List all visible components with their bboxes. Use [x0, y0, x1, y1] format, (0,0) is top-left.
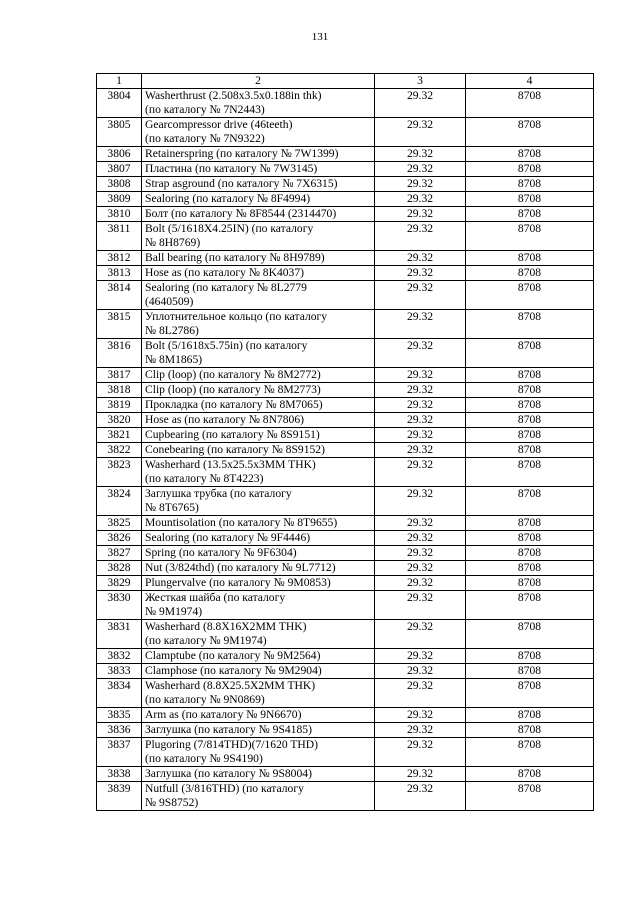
rate-value: 29.32 — [375, 413, 466, 428]
table-row — [97, 620, 594, 649]
description-line: № 9S8752) — [145, 796, 199, 809]
table-row — [97, 398, 594, 413]
table-row — [97, 413, 594, 428]
description-line: Nut (3/824thd) (по каталогу № 9L7712) — [145, 561, 336, 574]
item-description — [142, 576, 375, 591]
row-number: 3829 — [97, 576, 142, 591]
rate-value: 29.32 — [375, 118, 466, 147]
item-description — [142, 428, 375, 443]
description-line: Washerhard (8.8X16X2MM THK) — [145, 620, 307, 633]
description-line: Nutfull (3/816THD) (по каталогу — [145, 782, 304, 795]
row-number: 3824 — [97, 487, 142, 516]
table-row — [97, 207, 594, 222]
header-col-1: 1 — [97, 74, 142, 89]
table-row — [97, 281, 594, 310]
table-row — [97, 177, 594, 192]
description-line: Spring (по каталогу № 9F6304) — [145, 546, 297, 559]
table-row — [97, 222, 594, 251]
description-line: № 8T6765) — [145, 501, 199, 514]
description-line: Plugoring (7/814THD)(7/1620 THD) — [145, 738, 319, 751]
description-line: Hose as (по каталогу № 8N7806) — [145, 413, 305, 426]
table-row — [97, 738, 594, 767]
description-line: Уплотнительное кольцо (по каталогу — [145, 310, 328, 323]
table-row — [97, 546, 594, 561]
table-row — [97, 192, 594, 207]
header-col-4: 4 — [466, 74, 594, 89]
table-row — [97, 649, 594, 664]
rate-value: 29.32 — [375, 310, 466, 339]
rate-value: 29.32 — [375, 458, 466, 487]
row-number: 3813 — [97, 266, 142, 281]
item-description — [142, 177, 375, 192]
description-line: Retainerspring (по каталогу № 7W1399) — [145, 147, 339, 160]
item-description — [142, 516, 375, 531]
table-row — [97, 708, 594, 723]
rate-value: 29.32 — [375, 177, 466, 192]
description-line: № 9M1974) — [145, 605, 203, 618]
rate-value: 29.32 — [375, 531, 466, 546]
item-description — [142, 118, 375, 147]
row-number: 3809 — [97, 192, 142, 207]
code-value: 8708 — [466, 516, 594, 531]
description-line: Washerhard (13.5x25.5x3MM THK) — [145, 458, 316, 471]
row-number: 3825 — [97, 516, 142, 531]
code-value: 8708 — [466, 767, 594, 782]
description-line: Clip (loop) (по каталогу № 8M2773) — [145, 383, 321, 396]
item-description — [142, 679, 375, 708]
row-number: 3819 — [97, 398, 142, 413]
description-line: Washerhard (8.8X25.5X2MM THK) — [145, 679, 316, 692]
description-line: (по каталогу № 8T4223) — [145, 472, 264, 485]
table-row — [97, 767, 594, 782]
item-description — [142, 531, 375, 546]
description-line: Прокладка (по каталогу № 8M7065) — [145, 398, 323, 411]
row-number: 3808 — [97, 177, 142, 192]
description-line: Washerthrust (2.508x3.5x0.188in thk) — [145, 89, 322, 102]
item-description — [142, 443, 375, 458]
table-row — [97, 383, 594, 398]
description-line: Clamphose (по каталогу № 9M2904) — [145, 664, 322, 677]
row-number: 3838 — [97, 767, 142, 782]
code-value: 8708 — [466, 162, 594, 177]
rate-value: 29.32 — [375, 368, 466, 383]
row-number: 3815 — [97, 310, 142, 339]
row-number: 3839 — [97, 782, 142, 811]
description-line: Cupbearing (по каталогу № 8S9151) — [145, 428, 320, 441]
table-row — [97, 266, 594, 281]
row-number: 3807 — [97, 162, 142, 177]
rate-value: 29.32 — [375, 251, 466, 266]
description-line: Жесткая шайба (по каталогу — [145, 591, 286, 604]
description-line: (по каталогу № 9M1974) — [145, 634, 267, 647]
rate-value: 29.32 — [375, 767, 466, 782]
item-description — [142, 708, 375, 723]
description-line: Болт (по каталогу № 8F8544 (2314470) — [145, 207, 337, 220]
row-number: 3811 — [97, 222, 142, 251]
description-line: Заглушка (по каталогу № 9S8004) — [145, 767, 312, 780]
item-description — [142, 281, 375, 310]
table-row — [97, 368, 594, 383]
header-col-2: 2 — [142, 74, 375, 89]
rate-value: 29.32 — [375, 443, 466, 458]
table-row — [97, 516, 594, 531]
code-value: 8708 — [466, 531, 594, 546]
rate-value: 29.32 — [375, 147, 466, 162]
code-value: 8708 — [466, 576, 594, 591]
description-line: Заглушка (по каталогу № 9S4185) — [145, 723, 312, 736]
rate-value: 29.32 — [375, 487, 466, 516]
description-line: № 8M1865) — [145, 353, 203, 366]
rate-value: 29.32 — [375, 708, 466, 723]
rate-value: 29.32 — [375, 679, 466, 708]
item-description — [142, 782, 375, 811]
description-line: Sealoring (по каталогу № 8F4994) — [145, 192, 311, 205]
code-value: 8708 — [466, 664, 594, 679]
description-line: Пластина (по каталогу № 7W3145) — [145, 162, 318, 175]
rate-value: 29.32 — [375, 591, 466, 620]
row-number: 3827 — [97, 546, 142, 561]
item-description — [142, 192, 375, 207]
code-value: 8708 — [466, 413, 594, 428]
description-line: Hose as (по каталогу № 8K4037) — [145, 266, 305, 279]
description-line: Mountisolation (по каталогу № 8T9655) — [145, 516, 338, 529]
row-number: 3804 — [97, 89, 142, 118]
rate-value: 29.32 — [375, 383, 466, 398]
item-description — [142, 620, 375, 649]
row-number: 3812 — [97, 251, 142, 266]
row-number: 3837 — [97, 738, 142, 767]
table-row — [97, 723, 594, 738]
row-number: 3835 — [97, 708, 142, 723]
rate-value: 29.32 — [375, 723, 466, 738]
table-row — [97, 251, 594, 266]
rate-value: 29.32 — [375, 516, 466, 531]
code-value: 8708 — [466, 281, 594, 310]
item-description — [142, 368, 375, 383]
item-description — [142, 649, 375, 664]
row-number: 3821 — [97, 428, 142, 443]
row-number: 3823 — [97, 458, 142, 487]
description-line: (по каталогу № 7N9322) — [145, 132, 265, 145]
item-description — [142, 546, 375, 561]
rate-value: 29.32 — [375, 207, 466, 222]
code-value: 8708 — [466, 207, 594, 222]
code-value: 8708 — [466, 487, 594, 516]
item-description — [142, 266, 375, 281]
item-description — [142, 738, 375, 767]
code-value: 8708 — [466, 458, 594, 487]
code-value: 8708 — [466, 89, 594, 118]
code-value: 8708 — [466, 222, 594, 251]
table-row — [97, 162, 594, 177]
description-line: № 8H8769) — [145, 236, 201, 249]
description-line: Arm as (по каталогу № 9N6670) — [145, 708, 302, 721]
item-description — [142, 310, 375, 339]
rate-value: 29.32 — [375, 664, 466, 679]
description-line: Bolt (5/1618x5.75in) (по каталогу — [145, 339, 308, 352]
table-row — [97, 531, 594, 546]
row-number: 3832 — [97, 649, 142, 664]
table-row — [97, 664, 594, 679]
table-row — [97, 89, 594, 118]
row-number: 3820 — [97, 413, 142, 428]
table-row — [97, 591, 594, 620]
code-value: 8708 — [466, 546, 594, 561]
code-value: 8708 — [466, 398, 594, 413]
description-line: Bolt (5/1618X4.25IN) (по каталогу — [145, 222, 314, 235]
table-row — [97, 118, 594, 147]
code-value: 8708 — [466, 782, 594, 811]
rate-value: 29.32 — [375, 222, 466, 251]
code-value: 8708 — [466, 118, 594, 147]
code-value: 8708 — [466, 177, 594, 192]
table-row — [97, 428, 594, 443]
item-description — [142, 413, 375, 428]
description-line: Ball bearing (по каталогу № 8H9789) — [145, 251, 325, 264]
rate-value: 29.32 — [375, 738, 466, 767]
row-number: 3818 — [97, 383, 142, 398]
item-description — [142, 767, 375, 782]
code-value: 8708 — [466, 368, 594, 383]
rate-value: 29.32 — [375, 649, 466, 664]
item-description — [142, 487, 375, 516]
item-description — [142, 664, 375, 679]
code-value: 8708 — [466, 266, 594, 281]
item-description — [142, 147, 375, 162]
code-value: 8708 — [466, 708, 594, 723]
tariff-table — [96, 73, 594, 811]
header-col-3: 3 — [375, 74, 466, 89]
table-row — [97, 782, 594, 811]
rate-value: 29.32 — [375, 546, 466, 561]
rate-value: 29.32 — [375, 339, 466, 368]
code-value: 8708 — [466, 679, 594, 708]
description-line: (по каталогу № 9N0869) — [145, 693, 265, 706]
code-value: 8708 — [466, 591, 594, 620]
row-number: 3834 — [97, 679, 142, 708]
rate-value: 29.32 — [375, 782, 466, 811]
row-number: 3806 — [97, 147, 142, 162]
row-number: 3805 — [97, 118, 142, 147]
row-number: 3822 — [97, 443, 142, 458]
code-value: 8708 — [466, 620, 594, 649]
code-value: 8708 — [466, 561, 594, 576]
table-row — [97, 458, 594, 487]
rate-value: 29.32 — [375, 428, 466, 443]
code-value: 8708 — [466, 649, 594, 664]
item-description — [142, 561, 375, 576]
rate-value: 29.32 — [375, 89, 466, 118]
rate-value: 29.32 — [375, 398, 466, 413]
row-number: 3836 — [97, 723, 142, 738]
item-description — [142, 222, 375, 251]
item-description — [142, 458, 375, 487]
code-value: 8708 — [466, 192, 594, 207]
rate-value: 29.32 — [375, 266, 466, 281]
rate-value: 29.32 — [375, 561, 466, 576]
item-description — [142, 398, 375, 413]
table-row — [97, 339, 594, 368]
description-line: Sealoring (по каталогу № 8L2779 — [145, 281, 307, 294]
description-line: (по каталогу № 9S4190) — [145, 752, 263, 765]
row-number: 3817 — [97, 368, 142, 383]
item-description — [142, 207, 375, 222]
description-line: Clip (loop) (по каталогу № 8M2772) — [145, 368, 321, 381]
description-line: Conebearing (по каталогу № 8S9152) — [145, 443, 325, 456]
code-value: 8708 — [466, 251, 594, 266]
description-line: Sealoring (по каталогу № 9F4446) — [145, 531, 311, 544]
row-number: 3814 — [97, 281, 142, 310]
code-value: 8708 — [466, 738, 594, 767]
description-line: (4640509) — [145, 295, 194, 308]
rate-value: 29.32 — [375, 281, 466, 310]
description-line: (по каталогу № 7N2443) — [145, 103, 265, 116]
table-row — [97, 679, 594, 708]
code-value: 8708 — [466, 147, 594, 162]
row-number: 3833 — [97, 664, 142, 679]
description-line: Strap asground (по каталогу № 7X6315) — [145, 177, 338, 190]
description-line: Plungervalve (по каталогу № 9M0853) — [145, 576, 331, 589]
code-value: 8708 — [466, 428, 594, 443]
page-number: 131 — [311, 31, 329, 43]
table-row — [97, 310, 594, 339]
rate-value: 29.32 — [375, 620, 466, 649]
code-value: 8708 — [466, 383, 594, 398]
item-description — [142, 89, 375, 118]
table-body — [97, 74, 594, 811]
rate-value: 29.32 — [375, 192, 466, 207]
row-number: 3816 — [97, 339, 142, 368]
table-row — [97, 443, 594, 458]
description-line: Gearcompressor drive (46teeth) — [145, 118, 293, 131]
rate-value: 29.32 — [375, 576, 466, 591]
item-description — [142, 723, 375, 738]
row-number: 3830 — [97, 591, 142, 620]
code-value: 8708 — [466, 310, 594, 339]
item-description — [142, 383, 375, 398]
table-row — [97, 147, 594, 162]
row-number: 3831 — [97, 620, 142, 649]
rate-value: 29.32 — [375, 162, 466, 177]
table-header-row — [97, 74, 594, 89]
code-value: 8708 — [466, 443, 594, 458]
row-number: 3810 — [97, 207, 142, 222]
table-row — [97, 561, 594, 576]
description-line: № 8L2786) — [145, 324, 199, 337]
table-row — [97, 487, 594, 516]
item-description — [142, 251, 375, 266]
row-number: 3826 — [97, 531, 142, 546]
table-row — [97, 576, 594, 591]
row-number: 3828 — [97, 561, 142, 576]
code-value: 8708 — [466, 339, 594, 368]
item-description — [142, 162, 375, 177]
description-line: Clamptube (по каталогу № 9M2564) — [145, 649, 321, 662]
item-description — [142, 591, 375, 620]
code-value: 8708 — [466, 723, 594, 738]
item-description — [142, 339, 375, 368]
description-line: Заглушка трубка (по каталогу — [145, 487, 292, 500]
